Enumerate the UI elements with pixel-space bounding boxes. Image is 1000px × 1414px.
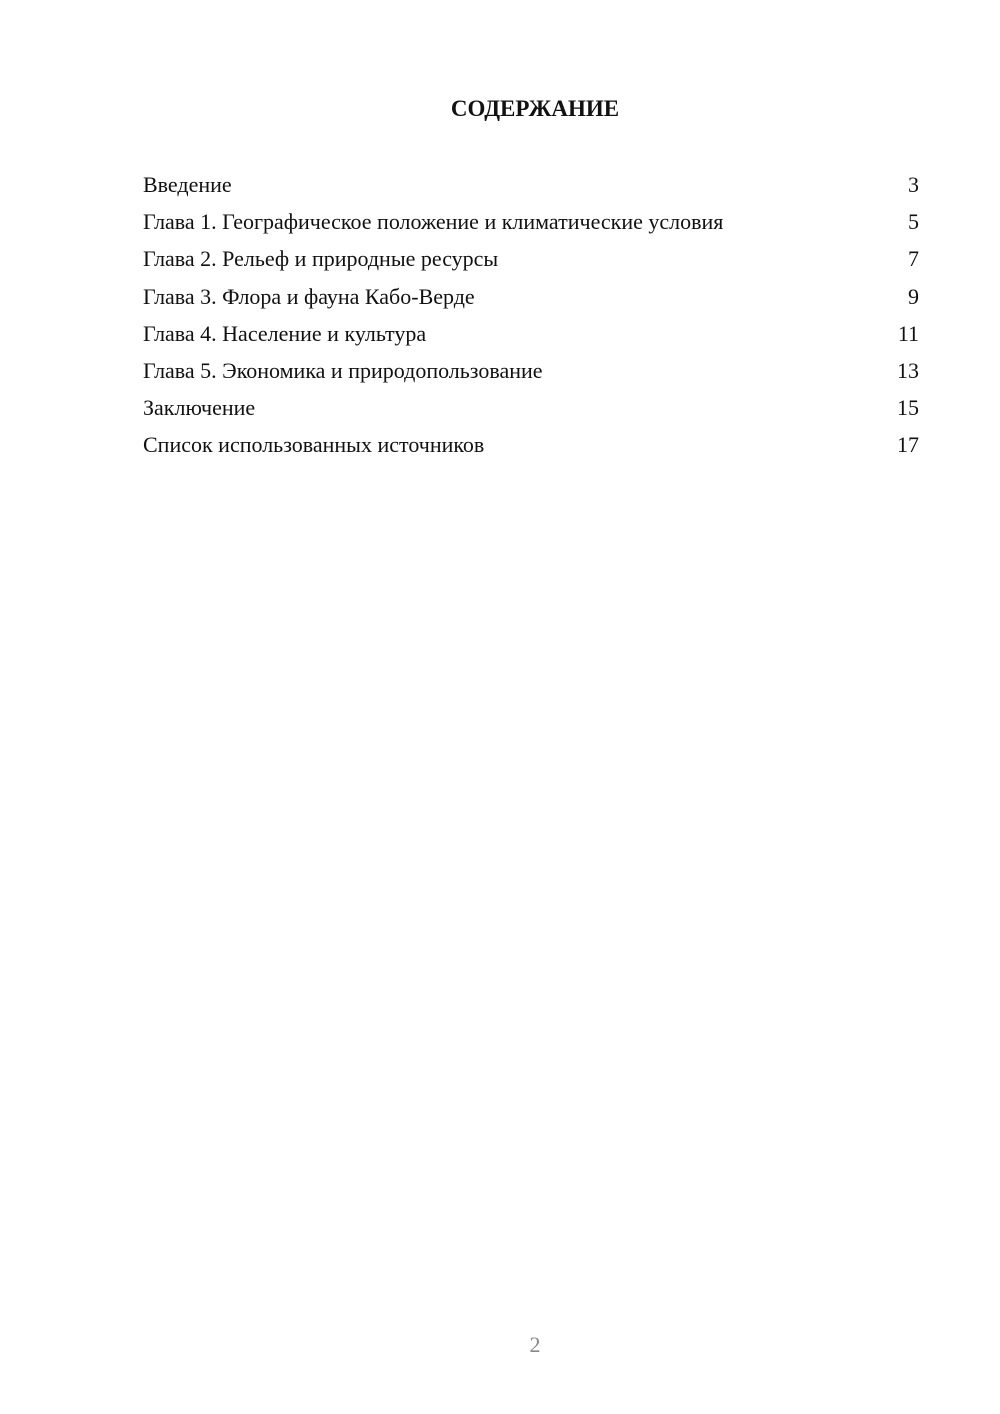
toc-entry-title: Глава 3. Флора и фауна Кабо-Верде (143, 283, 475, 309)
toc-entry-page: 15 (897, 395, 919, 421)
toc-entry-title: Глава 2. Рельеф и природные ресурсы (143, 246, 499, 272)
toc-entry-page: 11 (897, 320, 919, 346)
toc-entry-page: 5 (908, 209, 919, 235)
toc-title-container (0, 96, 1000, 122)
page-number: 2 (529, 1332, 541, 1357)
table-of-contents (143, 168, 919, 466)
toc-item (143, 168, 919, 205)
toc-entry-page: 3 (908, 172, 919, 197)
toc-entry-title: Заключение (143, 395, 256, 421)
toc-entry-title: Глава 1. Географическое положение и климатические условия (143, 209, 724, 235)
toc-item (143, 280, 919, 317)
toc-item (143, 354, 919, 391)
toc-item (143, 317, 919, 354)
toc-item (143, 242, 919, 279)
toc-item (143, 391, 919, 428)
toc-entry-page: 9 (908, 283, 919, 309)
toc-item (143, 428, 919, 465)
toc-entry-page: 17 (897, 432, 919, 458)
toc-entry-page: 13 (897, 357, 919, 383)
toc-entry-title: Введение (143, 172, 232, 197)
toc-item (143, 205, 919, 242)
toc-entry-page: 7 (908, 246, 919, 272)
toc-entry-title: Список использованных источников (143, 432, 485, 458)
toc-entry-title: Глава 5. Экономика и природопользование (143, 357, 543, 383)
toc-entry-title: Глава 4. Население и культура (143, 320, 427, 346)
toc-title: СОДЕРЖАНИЕ (450, 96, 620, 121)
